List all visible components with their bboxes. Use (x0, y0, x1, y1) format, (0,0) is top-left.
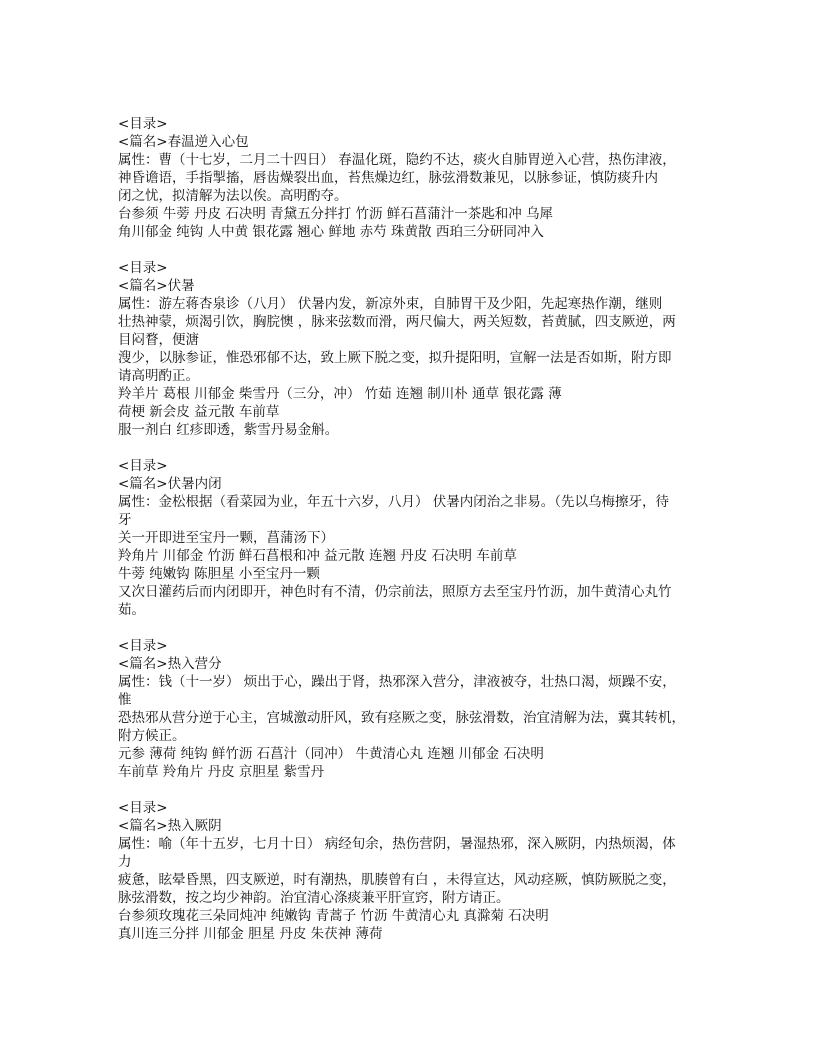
text-line: 角川郁金 纯钩 人中黄 银花露 翘心 鲜地 赤芍 珠黄散 西珀三分研同冲入 (118, 224, 544, 240)
blank-line (118, 241, 718, 259)
section-title: <篇名>热入营分 (118, 656, 222, 672)
text-line: 壮热神蒙，烦渴引饮，胸脘懊 ，脉来弦数而滑，两尺偏大，两关短数，苔黄腻，四支厥逆，两 (118, 314, 676, 330)
text-line: 牙 (118, 512, 132, 528)
text-line: 台参须 牛蒡 丹皮 石决明 青黛五分拌打 竹沥 鲜石菖蒲汁一茶匙和冲 乌犀 (118, 206, 554, 222)
text-line: 属性：钱（十一岁） 烦出于心，躁出于肾，热邪深入营分，津液被夺，壮热口渴，烦躁不安， (118, 674, 676, 690)
toc-marker: <目录> (118, 116, 168, 132)
case-section (118, 799, 718, 943)
case-section (118, 457, 718, 619)
text-line: 羚角片 川郁金 竹沥 鲜石菖根和冲 益元散 连翘 丹皮 石决明 车前草 (118, 548, 517, 564)
toc-marker: <目录> (118, 260, 168, 276)
case-section (118, 115, 718, 241)
toc-marker: <目录> (118, 638, 168, 654)
text-line: 车前草 羚角片 丹皮 京胆星 紫雪丹 (118, 764, 325, 780)
text-line: 牛蒡 纯嫩钩 陈胆星 小至宝丹一颗 (118, 566, 320, 582)
case-section (118, 259, 718, 439)
text-line: 神昏谵语，手指掣搐，唇齿燥裂出血，苔焦燥边红，脉弦滑数兼见，以脉参证，慎防痰升内 (118, 170, 658, 186)
text-line: 茹。 (118, 602, 145, 618)
text-line: 羚羊片 葛根 川郁金 柴雪丹（三分，冲） 竹茹 连翘 制川朴 通草 银花露 薄 (118, 386, 562, 402)
text-line: 恐热邪从营分逆于心主，宫城激动肝风，致有痉厥之变，脉弦滑数，治宜清解为法，冀其转机， (118, 710, 685, 726)
text-line: 请高明酌正。 (118, 368, 199, 384)
text-line: 台参须玫瑰花三朵同炖冲 纯嫩钩 青蒿子 竹沥 牛黄清心丸 真滁菊 石决明 (118, 908, 549, 924)
section-title: <篇名>热入厥阴 (118, 818, 222, 834)
section-title: <篇名>伏暑内闭 (118, 476, 222, 492)
document-body (118, 115, 718, 943)
text-line: 真川连三分拌 川郁金 胆星 丹皮 朱茯神 薄荷 (118, 926, 383, 942)
text-line: 惟 (118, 692, 132, 708)
blank-line (118, 619, 718, 637)
text-line: 服一剂白 红疹即透，紫雪丹易金斛。 (118, 422, 339, 438)
text-line: 属性：曹（十七岁，二月二十四日） 春温化斑，隐约不达，痰火自肺胃逆入心营，热伤津液， (118, 152, 676, 168)
blank-line (118, 439, 718, 457)
text-line: 附方候正。 (118, 728, 186, 744)
text-line: 属性：金松根据（看菜园为业，年五十六岁，八月） 伏暑内闭治之非易。（先以乌梅擦牙，待 (118, 494, 670, 510)
text-line: 属性：游左蒋杏泉诊（八月） 伏暑内发，新凉外束，自肺胃干及少阳，先起寒热作潮，继则 (118, 296, 663, 312)
text-line: 疲惫，眩晕昏黑，四支厥逆，时有潮热，肌腠曾有白 ，未得宣达，风动痉厥，慎防厥脱之变， (118, 872, 676, 888)
text-line: 荷梗 新会皮 益元散 车前草 (118, 404, 280, 420)
text-line: 目闷瞀，便溏 (118, 332, 199, 348)
section-title: <篇名>伏暑 (118, 278, 195, 294)
text-line: 闭之忧，拟清解为法以俟。高明酌夺。 (118, 188, 348, 204)
toc-marker: <目录> (118, 800, 168, 816)
case-section (118, 637, 718, 781)
text-line: 又次日灌药后而内闭即开，神色时有不清，仍宗前法，照原方去至宝丹竹沥，加牛黄清心丸竹 (118, 584, 672, 600)
blank-line (118, 781, 718, 799)
text-line: 溲少，以脉参证，惟恐邪郁不达，致上厥下脱之变，拟升提阳明，宣解一法是否如斯，附方即 (118, 350, 672, 366)
text-line: 脉弦滑数，按之均少神韵。治宜清心涤痰兼平肝宣窍，附方请正。 (118, 890, 510, 906)
text-line: 属性：喻（年十五岁，七月十日） 病经旬余，热伤营阴，暑湿热邪，深入厥阴，内热烦渴，体 (118, 836, 676, 852)
section-title: <篇名>春温逆入心包 (118, 134, 249, 150)
toc-marker: <目录> (118, 458, 168, 474)
text-line: 元参 薄荷 纯钩 鲜竹沥 石菖汁（同冲） 牛黄清心丸 连翘 川郁金 石决明 (118, 746, 544, 762)
text-line: 关一开即进至宝丹一颗，菖蒲汤下） (118, 530, 334, 546)
text-line: 力 (118, 854, 132, 870)
